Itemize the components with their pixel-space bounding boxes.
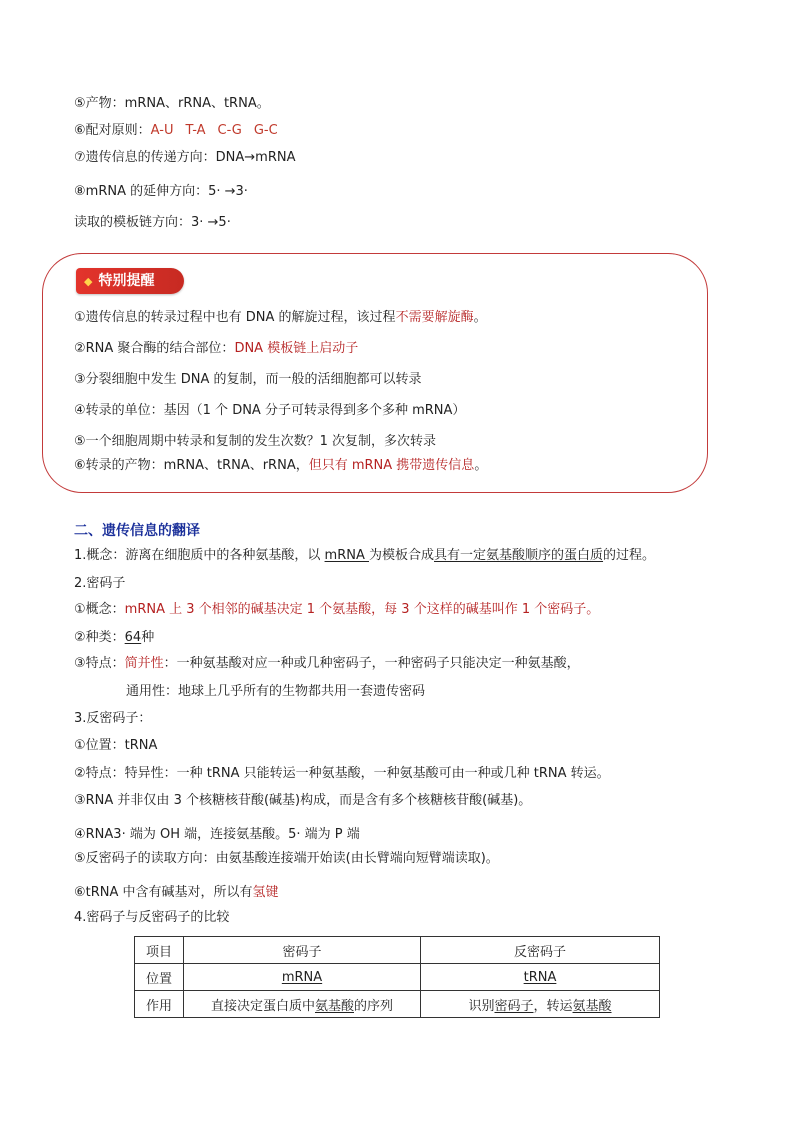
reminder-3: ③分裂细胞中发生 DNA 的复制，而一般的活细胞都可以转录 [74,372,422,387]
table-row [135,991,660,1018]
table-cell: 位置 [135,964,184,991]
table-cell-underlined: 氨基酸 [572,998,612,1014]
table-cell-underlined: 密码子 [494,998,534,1014]
concept-text: 1.概念：游离在细胞质中的各种氨基酸，以 [74,548,325,563]
table-cell [421,991,660,1018]
pair-au: A-U [150,123,174,138]
table-cell-mrna: mRNA [281,969,323,985]
table-cell [184,991,421,1018]
codon-types [74,629,154,647]
line-products: ⑤产物：mRNA、rRNA、tRNA。 [74,96,270,111]
trna-hbond-highlight: 氢键 [252,885,279,900]
table-row [135,964,660,991]
table-cell [421,964,660,991]
table-cell-text: 直接决定蛋白质中 [210,998,315,1014]
comparison-heading: 4.密码子与反密码子的比较 [74,910,230,925]
trna-hbond [74,884,279,902]
concept-mid: 为模板合成 [369,548,435,563]
line-elongation: ⑧mRNA 的延伸方向：5· →3· [74,184,248,199]
reminder-6 [74,457,487,475]
pair-cg: C-G [217,123,242,138]
trna-hbond-text: ⑥tRNA 中含有碱基对，所以有 [74,885,253,900]
codon-universality: 通用性：地球上几乎所有的生物都共用一套遗传密码 [126,684,426,699]
anticodon-reading: ⑤反密码子的读取方向：由氨基酸连接端开始读(由长臂端向短臂端读取)。 [74,851,499,866]
reminder-4: ④转录的单位：基因（1 个 DNA 分子可转录得到多个多种 mRNA） [74,403,466,418]
concept-protein: 具有一定氨基酸顺序的蛋白质 [434,548,604,563]
table-header-item: 项目 [135,937,184,964]
codon-concept-label: ①概念： [74,602,125,617]
pair-ta: T-A [185,123,206,138]
section-title: 二、遗传信息的翻译 [74,523,200,539]
anticodon-ends: ④RNA3· 端为 OH 端，连接氨基酸。5· 端为 P 端 [74,827,360,842]
codon-degeneracy: 简并性 [124,656,164,671]
concept-line [74,547,655,565]
table-cell-underlined: 氨基酸 [314,998,354,1014]
pairing-label: ⑥配对原则： [74,123,151,138]
reminder-6-end: 。 [474,458,488,473]
reminder-2 [74,340,358,358]
table-cell-text: 的序列 [354,998,394,1014]
reminder-2-highlight: DNA 模板链上启动子 [234,341,359,356]
line-template: 读取的模板链方向：3· →5· [74,215,231,230]
reminder-1 [74,309,487,327]
table-header-codon: 密码子 [184,937,421,964]
table-header-anticodon: 反密码子 [421,937,660,964]
codon-features [74,655,580,673]
anticodon-rna: ③RNA 并非仅由 3 个核糖核苷酸(碱基)构成，而是含有多个核糖核苷酸(碱基)。 [74,793,532,808]
reminder-2-text: ②RNA 聚合酶的结合部位： [74,341,235,356]
codon-features-text: ：一种氨基酸对应一种或几种密码子，一种密码子只能决定一种氨基酸， [163,656,580,671]
line-direction: ⑦遗传信息的传递方向：DNA→mRNA [74,150,296,165]
table-cell-trna: tRNA [523,969,557,985]
concept-mrna: mRNA [324,548,369,563]
reminder-5: ⑤一个细胞周期中转录和复制的发生次数？1 次复制，多次转录 [74,434,437,449]
codon-heading: 2.密码子 [74,576,126,591]
codon-types-count: 64 [124,630,142,645]
anticodon-feature: ②特点：特异性：一种 tRNA 只能转运一种氨基酸，一种氨基酸可由一种或几种 tRNA 转运。 [74,766,610,781]
concept-end: 的过程。 [603,548,656,563]
codon-types-label: ②种类： [74,630,125,645]
anticodon-position: ①位置：tRNA [74,738,158,753]
comparison-table [134,936,660,1018]
table-cell-text: ，转运 [533,998,573,1014]
codon-types-unit: 种 [141,630,155,645]
table-cell-text: 识别 [468,998,495,1014]
codon-concept [74,601,599,619]
diamond-icon: ◆ [84,275,93,288]
reminder-badge [76,268,184,294]
reminder-6-highlight: 但只有 mRNA 携带遗传信息 [308,458,475,473]
codon-concept-text: mRNA 上 3 个相邻的碱基决定 1 个氨基酸，每 3 个这样的碱基叫作 1 个密码子。 [124,602,600,617]
reminder-1-end: 。 [473,310,487,325]
table-row [135,937,660,964]
reminder-1-text: ①遗传信息的转录过程中也有 DNA 的解旋过程，该过程 [74,310,396,325]
codon-features-label: ③特点： [74,656,125,671]
reminder-1-highlight: 不需要解旋酶 [395,310,474,325]
anticodon-heading: 3.反密码子： [74,711,152,726]
badge-label: 特别提醒 [98,273,155,289]
table-cell [184,964,421,991]
reminder-6-text: ⑥转录的产物：mRNA、tRNA、rRNA， [74,458,309,473]
pair-gc: G-C [253,123,278,138]
line-pairing [74,122,278,140]
table-cell: 作用 [135,991,184,1018]
